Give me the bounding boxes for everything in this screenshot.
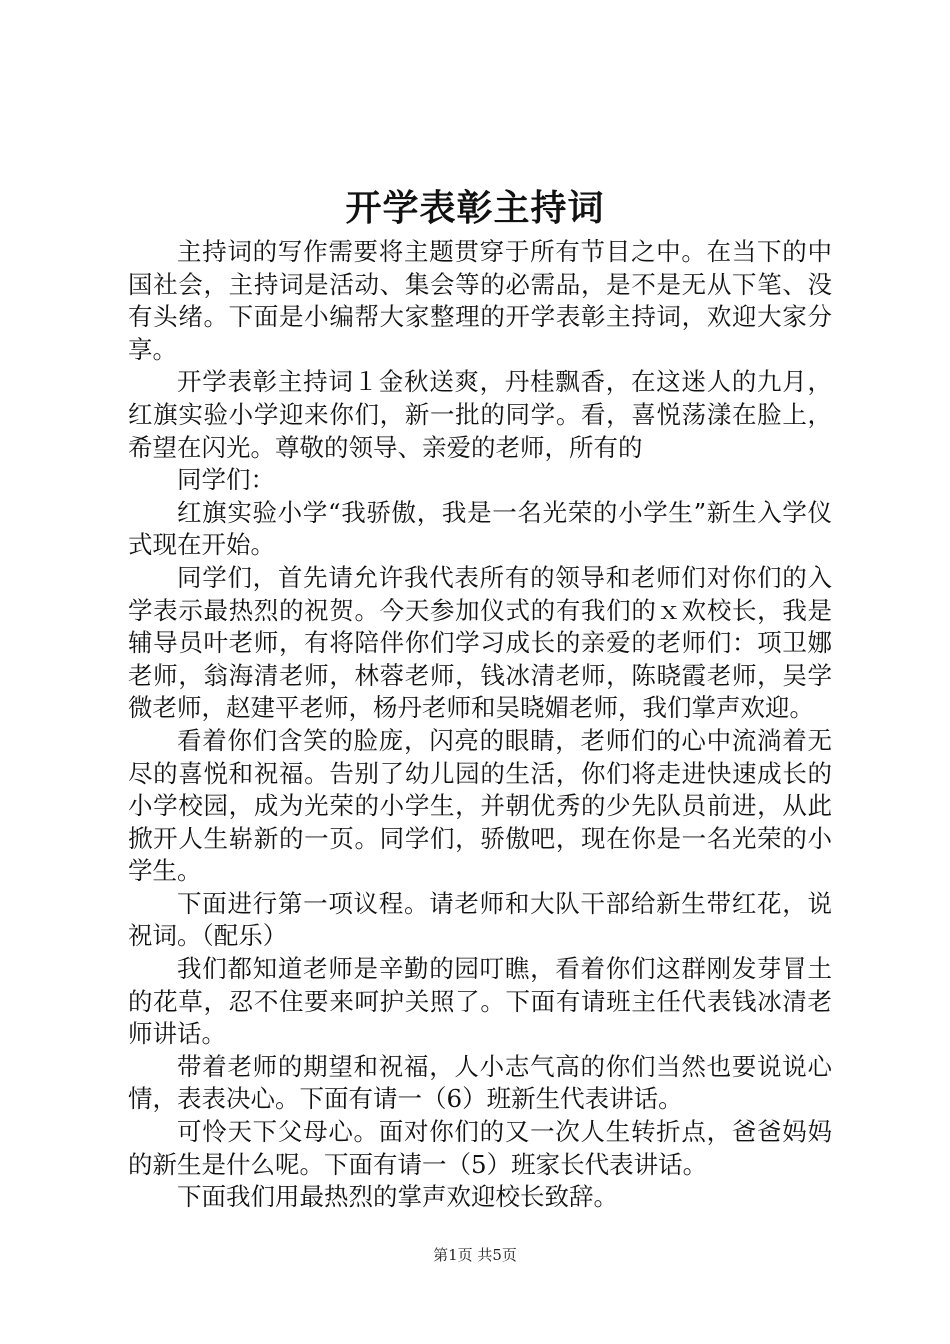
paragraph-blessing: 看着你们含笑的脸庞，闪亮的眼睛，老师们的心中流淌着无尽的喜悦和祝福。告别了幼儿园的生活，你们将走进快速成长的小学校园，成为光荣的小学生，并朝优秀的少先队员前进，从此掀开人生崭新的一页。同学们，骄傲吧，现在你是一名光荣的小学生。 (128, 725, 832, 886)
paragraph-welcome-teachers: 同学们，首先请允许我代表所有的领导和老师们对你们的入学表示最热烈的祝贺。今天参加仪式的有我们的ｘ欢校长，我是辅导员叶老师，有将陪伴你们学习成长的亲爱的老师们：项卫娜老师，翁海清老师，林蓉老师，钱冰清老师，陈晓霞老师，吴学微老师，赵建平老师，杨丹老师和吴晓媚老师，我们掌声欢迎。 (128, 562, 832, 723)
paragraph-teacher-speech: 我们都知道老师是辛勤的园叮瞧，看着你们这群刚发芽冒土的花草，忍不住要来呵护关照了。下面有请班主任代表钱冰清老师讲话。 (128, 954, 832, 1049)
paragraph-ceremony-start: 红旗实验小学“我骄傲，我是一名光荣的小学生”新生入学仪式现在开始。 (128, 497, 832, 560)
paragraph-intro: 主持词的写作需要将主题贯穿于所有节目之中。在当下的中国社会，主持词是活动、集会等的必需品，是不是无从下笔、没有头绪。下面是小编帮大家整理的开学表彰主持词，欢迎大家分享。 (128, 237, 832, 364)
document-body (128, 236, 832, 1214)
paragraph-parent-speech: 可怜天下父母心。面对你们的又一次人生转折点，爸爸妈妈的新生是什么呢。下面有请一（5）班家长代表讲话。 (128, 1117, 832, 1179)
paragraph-student-speech: 带着老师的期望和祝福，人小志气高的你们当然也要说说心情，表表决心。下面有请一（6）班新生代表讲话。 (128, 1051, 832, 1114)
paragraph-agenda-one: 下面进行第一项议程。请老师和大队干部给新生带红花，说祝词。（配乐） (128, 888, 832, 951)
paragraph-greeting: 同学们： (177, 465, 275, 495)
document-title: 开学表彰主持词 (345, 187, 605, 229)
paragraph-principal-speech: 下面我们用最热烈的掌声欢迎校长致辞。 (177, 1182, 618, 1212)
page-number-footer: 第1页 共5页 (433, 1246, 517, 1264)
paragraph-opening: 开学表彰主持词１金秋送爽，丹桂飘香，在这迷人的九月，红旗实验小学迎来你们，新一批的同学。看，喜悦荡漾在脸上，希望在闪光。尊敬的领导、亲爱的老师，所有的 (128, 367, 832, 462)
